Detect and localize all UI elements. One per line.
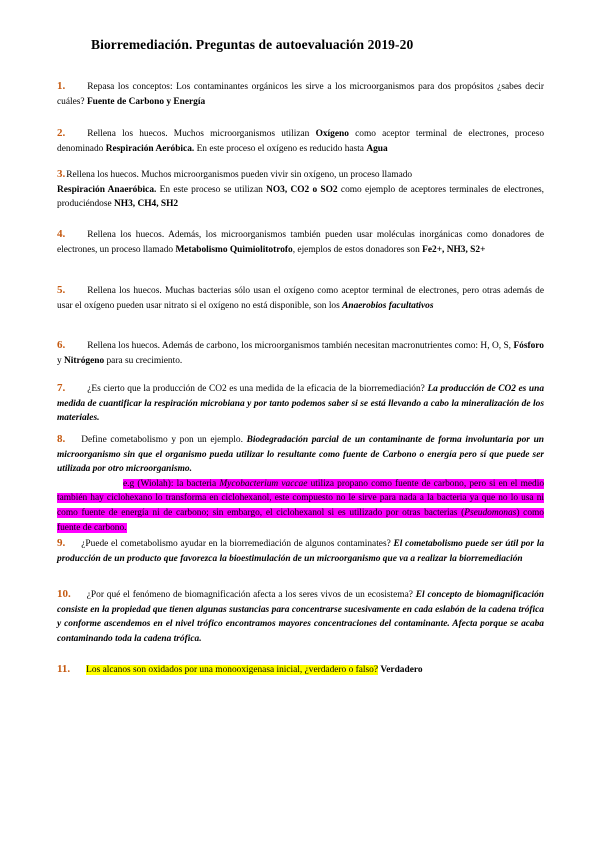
question-number: 7. [57,382,66,394]
question-text: para su crecimiento. [106,355,183,366]
answer-text: Biodegradación parcial de un contaminante de forma involuntaria por un microorganismo sin que el organismo pueda utilizar lo resultante como fuente de Carbono o energía pero sí que puede ser utilizada por otro microorganismo. [57,435,545,475]
question-7 [57,381,544,426]
question-number: 4. [57,228,66,240]
answer-text: Verdadero [380,665,423,675]
answer-text: El concepto de biomagnificación consiste en la propiedad que tienen algunas sustancias para concentrarse sucesivamente en cada eslabón de la cadena trófica y conforme ascendemos en el nivel trófico encontramos mayores concentraciones del contaminante. Afecta porque se acaba contaminando toda la cadena trófica. [57,590,545,644]
example-highlight [57,479,544,533]
question-text: , ejemplos de estos donadores son [292,244,420,255]
question-text: y [57,355,62,366]
question-text: Rellena los huecos. Muchos microorganismos utilizan [87,129,310,139]
question-number: 1. [57,80,66,92]
question-text: En este proceso el oxígeno es reducido hasta [196,143,364,154]
question-text: Rellena los huecos. Muchos microorganismos pueden vivir sin oxígeno, un proceso llamado [66,170,413,180]
document-title: Biorremediación. Preguntas de autoevaluación 2019-20 [91,37,414,52]
answer-text: Respiración Anaeróbica. [57,184,157,195]
question-6 [57,338,544,368]
question-number: 11. [57,663,71,675]
answer-text: Anaerobios facultativos [342,300,434,311]
question-text: ¿Es cierto que la producción de CO2 es una medida de la eficacia de la biorremediación? [87,384,425,394]
question-number: 9. [57,537,66,549]
answer-text: Nitrógeno [64,355,105,366]
example-text: ) como fuente de carbono. [57,507,544,533]
answer-text: NO3, CO2 o SO2 [266,184,338,195]
example-species: Mycobacterium vaccae [219,478,308,489]
answer-text: Fuente de Carbono y Energía [86,96,206,107]
question-10 [57,587,544,646]
question-number: 10. [57,588,71,600]
question-number: 8. [57,433,66,445]
example-text: e.g (Wiolah): la bacteria [123,478,217,489]
question-5 [57,283,544,313]
question-number: 2. [57,127,66,139]
question-1 [57,79,544,109]
question-highlight: Los alcanos son oxidados por una monooxigenasa inicial, ¿verdadero o falso? [86,665,378,675]
question-text: Rellena los huecos. Además de carbono, los microorganismos también necesitan macronutrientes como: H, O, S, [87,341,512,351]
question-text: Rellena los huecos. Además, los microorganismos también pueden usar moléculas inorgánicas como donadores de electrones, un proceso llamado [57,230,544,255]
question-11 [57,662,544,678]
question-text: como ejemplo de aceptores terminales de electrones, produciéndose [57,184,545,210]
answer-text: El cometabolismo puede ser útil por la producción de un producto que favorezca la bioestimulación de un microorganismo que va a realizar la biorremediación [57,539,545,564]
question-text: como aceptor terminal de electrones, proceso denominado [57,129,545,154]
answer-text: Fe2+, NH3, S2+ [422,244,486,255]
answer-text: Agua [366,143,388,154]
question-text: En este proceso se utilizan [159,184,263,195]
question-text: Define cometabolismo y pon un ejemplo. [81,435,243,445]
question-number: 3. [57,168,66,180]
answer-text: NH3, CH4, SH2 [114,199,179,210]
question-4 [57,227,544,257]
question-text: Repasa los conceptos: Los contaminantes orgánicos les sirve a los microorganismos para dos propósitos ¿sabes decir cuáles? [57,82,544,107]
answer-text: La producción de CO2 es una medida de cuantificar la respiración microbiana y por tanto podemos saber si se está llevando a cabo la mineralización de los materiales. [57,384,545,424]
example-species: Pseudomonas [464,507,517,518]
question-text: Rellena los huecos. Muchas bacterias sólo usan el oxígeno como aceptor terminal de electrones, pero otras además de usar el oxígeno pueden usar nitrato si el oxígeno no está disponible, son los [57,286,544,311]
question-3 [57,167,544,212]
question-8 [57,432,544,535]
answer-text: Oxígeno [315,129,349,139]
question-9 [57,536,544,566]
example-text: utiliza propano como fuente de carbono, pero si en el medio también hay ciclohexano lo transforma en ciclohexanol, este compuesto no le sirve para nada a la bacteria ya que no lo usa ni como fuente de energía ni de carbono; sin embargo, el ciclohexanol si es utilizado por otras bacterias ( [57,478,545,518]
question-2 [57,126,544,156]
question-text: ¿Puede el cometabolismo ayudar en la biorremediación de algunos contaminates? [81,539,391,549]
answer-text: Metabolismo Quimiolitotrofo [175,244,293,255]
answer-text: Respiración Aeróbica. [105,143,195,154]
question-number: 6. [57,339,66,351]
answer-text: Fósforo [513,341,544,351]
question-text: ¿Por qué el fenómeno de biomagnificación afecta a los seres vivos de un ecosistema? [86,590,413,600]
question-number: 5. [57,284,66,296]
